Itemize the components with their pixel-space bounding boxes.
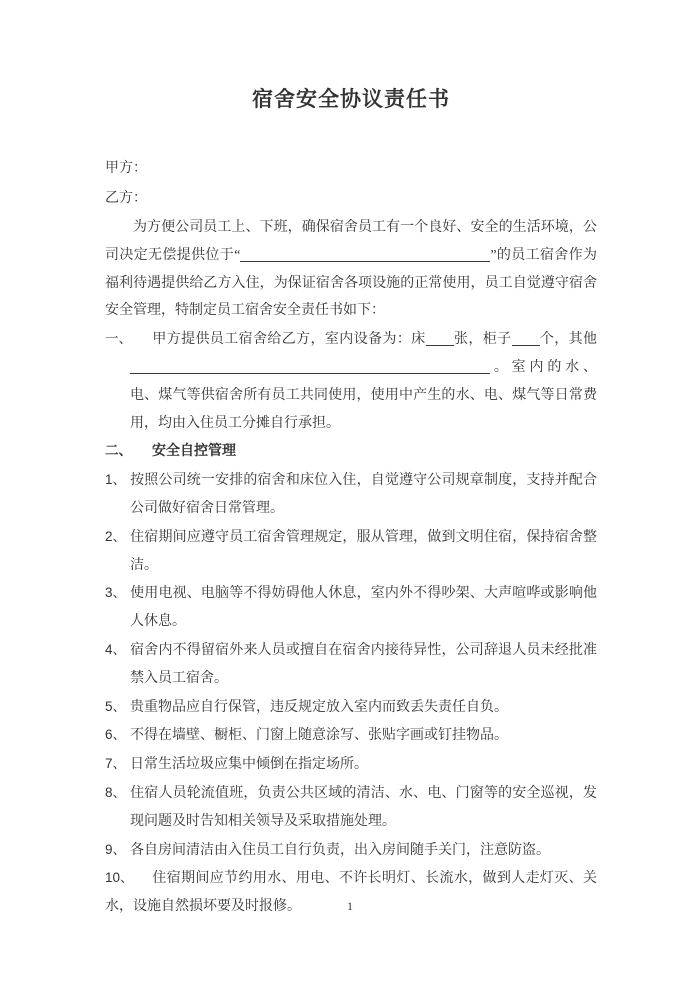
rule-text: 日常生活垃圾应集中倾倒在指定场所。 xyxy=(130,757,368,773)
rule-text: 住宿期间应遵守员工宿舍管理规定，服从管理，做到文明住宿，保持宿舍整洁。 xyxy=(130,529,597,573)
rule-text: 住宿期间应节约用水、用电、不许长明灯、长流水，做到人走灯灭、关水，设施自然损坏要及时报修。 xyxy=(105,871,597,915)
rule-text: 按照公司统一安排的宿舍和床位入住，自觉遵守公司规章制度，支持并配合公司做好宿舍日常管理。 xyxy=(130,473,597,516)
rule-number: 3、 xyxy=(105,585,127,601)
clause-one xyxy=(105,325,597,437)
rule-number: 7、 xyxy=(105,756,127,772)
clause-two-header xyxy=(105,437,597,466)
clause-two-number: 二、 xyxy=(105,443,132,459)
rule-item xyxy=(105,779,597,836)
rule-number: 4、 xyxy=(105,641,127,657)
rule-number: 5、 xyxy=(105,698,127,714)
page-number: 1 xyxy=(347,899,353,913)
rule-number: 2、 xyxy=(105,528,127,544)
rule-number: 9、 xyxy=(105,841,127,857)
fill-in-blank xyxy=(512,345,540,346)
rule-text: 使用电视、电脑等不得妨碍他人休息，室内外不得吵架、大声喧哗或影响他人休息。 xyxy=(130,586,597,630)
rule-text: 宿舍内不得留宿外来人员或擅自在宿舍内接待异性，公司辞退人员未经批准禁入员工宿舍。 xyxy=(130,642,597,686)
rule-text: 不得在墙壁、橱柜、门窗上随意涂写、张贴字画或钉挂物品。 xyxy=(130,728,508,744)
fill-in-blank xyxy=(130,373,490,374)
rules-list xyxy=(105,466,597,921)
rule-number: 8、 xyxy=(105,784,127,800)
rule-item xyxy=(105,466,597,523)
rule-item xyxy=(105,523,597,580)
clause-one-text: 甲方提供员工宿舍给乙方，室内设备为：床 张，柜子 个，其他。室内的水、电、煤气等供宿舍所有员工共同使用，使用中产生的水、电、煤气等日常费用，均由入住员工分摊自行承担。 xyxy=(130,332,598,431)
rule-text: 贵重物品应自行保管，违反规定放入室内而致丢失责任自负。 xyxy=(130,699,508,715)
rule-item xyxy=(105,721,597,750)
rule-item xyxy=(105,693,597,722)
rule-item xyxy=(105,750,597,779)
rule-number: 10、 xyxy=(105,870,134,886)
clause-one-number: 一、 xyxy=(105,331,132,347)
clause-two-heading: 安全自控管理 xyxy=(152,444,236,460)
party-a-line: 甲方： xyxy=(105,161,147,176)
intro-paragraph: 为方便公司员工上、下班，确保宿舍员工有一个良好、安全的生活环境，公司决定无偿提供位于“ ”的员工宿舍作为福利待遇提供给乙方入住，为保证宿舍各项设施的正常使用，员工自觉遵守宿舍安全管理，特制定员工宿舍安全责任书如下： xyxy=(105,220,597,319)
rule-item xyxy=(105,636,597,693)
party-b-line: 乙方： xyxy=(105,191,147,206)
rule-number: 6、 xyxy=(105,727,127,743)
rule-text: 各自房间清洁由入住员工自行负责，出入房间随手关门，注意防盗。 xyxy=(130,842,550,858)
rule-item xyxy=(105,579,597,636)
rule-item xyxy=(105,836,597,865)
fill-in-blank xyxy=(426,345,454,346)
rule-number: 1、 xyxy=(105,472,127,488)
document-title: 宿舍安全协议责任书 xyxy=(252,87,450,111)
fill-in-blank xyxy=(240,261,490,262)
rule-text: 住宿人员轮流值班，负责公共区域的清洁、水、电、门窗等的安全巡视，发现问题及时告知相关领导及采取措施处理。 xyxy=(130,785,597,829)
